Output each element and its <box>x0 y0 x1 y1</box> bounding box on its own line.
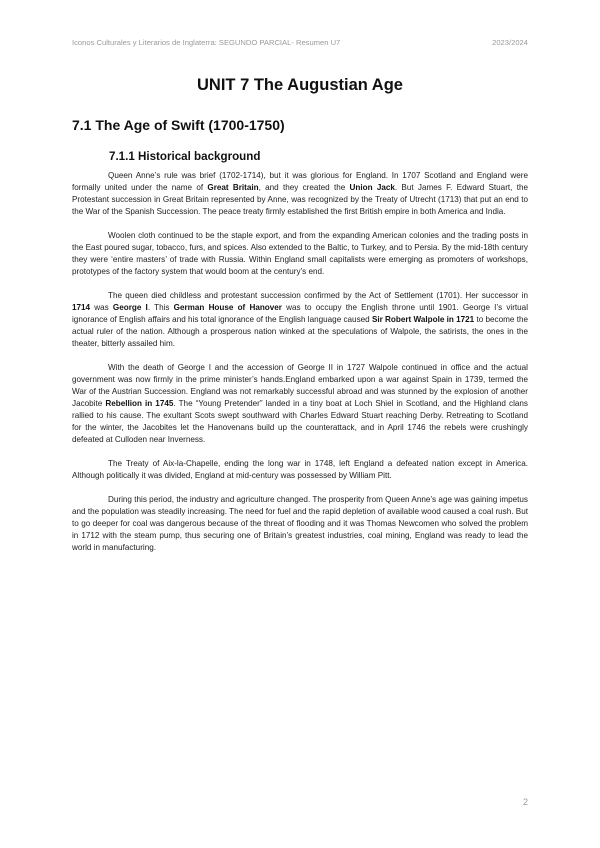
text-run: was <box>90 303 113 312</box>
bold-term-1714: 1714 <box>72 303 91 312</box>
text-run: During this period, the industry and agriculture changed. The prosperity from Queen Anne’s age was gaining impetus and the population was steadily increasing. The need for fuel and the rapid depletion of available wood caused a coal rush. But to go deeper for coal was dangerous because of the threat of flooding and it was Thomas Newcomen who solved the problem in 1712 with the steam pump, thus securing one of Britain’s greatest industries, coal mining, England was ready to lead the world in manufacturing. <box>72 495 528 552</box>
unit-title: UNIT 7 The Augustian Age <box>197 76 403 94</box>
text-run: . The “Young Pretender” landed in a tiny boat at Loch Shiel in Scotland, and the Highland clans rallied to his cause. The exultant Scots swept southward with Charles Edward Stuart reaching Derby. Retreating to Scotland for the winter, the Jacobites let the Hanovenans build up the counterattack, and in April 1746 the rebels were crushingly defeated at Culloden near Inverness. <box>72 399 528 444</box>
body-text <box>72 170 528 566</box>
paragraph-george-ii <box>72 362 528 446</box>
paragraph-trade <box>72 230 528 278</box>
paragraph-succession <box>72 290 528 350</box>
paragraph-industry <box>72 494 528 554</box>
text-run: , and they created the <box>258 183 350 192</box>
paragraph-aix-la-chapelle <box>72 458 528 482</box>
text-run: Woolen cloth continued to be the staple export, and from the expanding American colonies and the trading posts in the East poured sugar, tobacco, furs, and spices. Also extended to the Baltic, to Turkey, and to Persia. By the mid-18th century they were ‘entire masters’ of trade with Russia. Within England small capitalists were emerging as promoters of workshops, prototypes of the factory system that would boom at the century’s end. <box>72 231 528 276</box>
bold-term-house-of-hanover: German House of Hanover <box>173 303 282 312</box>
bold-term-great-britain: Great Britain <box>207 183 259 192</box>
page-number: 2 <box>522 797 528 807</box>
subsection-title: 7.1.1 Historical background <box>109 150 261 163</box>
text-run: was to occupy the English throne until 1901. George I’s virtual ignorance of English affairs and his total ignorance of the English language caused <box>72 303 528 324</box>
header-course-title: Iconos Culturales y Literarios de Inglaterra: SEGUNDO PARCIAL- Resumen U7 <box>72 38 341 47</box>
text-run: The queen died childless and protestant succession confirmed by the Act of Settlement (1701). Her successor in <box>108 291 528 300</box>
bold-term-george-i: George I <box>112 303 148 312</box>
section-title: 7.1 The Age of Swift (1700-1750) <box>72 117 285 133</box>
bold-term-rebellion-1745: Rebellion in 1745 <box>105 399 174 408</box>
text-run: . This <box>147 303 174 312</box>
text-run: to become the actual ruler of the nation. Although a prosperous nation winked at the speculations of Walpole, the satirists, the ones in the theater, bitterly assailed him. <box>72 315 528 348</box>
bold-term-walpole: Sir Robert Walpole in 1721 <box>371 315 475 324</box>
header-academic-year: 2023/2024 <box>492 38 528 47</box>
text-run: The Treaty of Aix-la-Chapelle, ending the long war in 1748, left England a defeated nation except in America. Although politically it was divided, England at mid-century was possessed by William Pitt. <box>72 459 528 480</box>
text-run: Queen Anne’s rule was brief (1702-1714), but it was glorious for England. In 1707 Scotland and England were formally united under the name of <box>72 171 528 192</box>
text-run: With the death of George I and the accession of George II in 1727 Walpole continued in office and the actual government was now firmly in the prime minister’s hands.England embarked upon a war against Spain in 1739, termed the War of the Austrian Succession. England was not remarkably successful abroad and was stunned by the explosion of another Jacobite <box>72 363 528 408</box>
text-run: . But James F. Edward Stuart, the Protestant succession in Great Britain represented by Anne, was recognized by the Treaty of Utrecht (1713) that put an end to the War of the Spanish Succession. The peace treaty firmly established the first British empire in both America and India. <box>72 183 528 216</box>
page-header <box>72 38 528 47</box>
paragraph-queen-anne <box>72 170 528 218</box>
bold-term-union-jack: Union Jack <box>349 183 395 192</box>
